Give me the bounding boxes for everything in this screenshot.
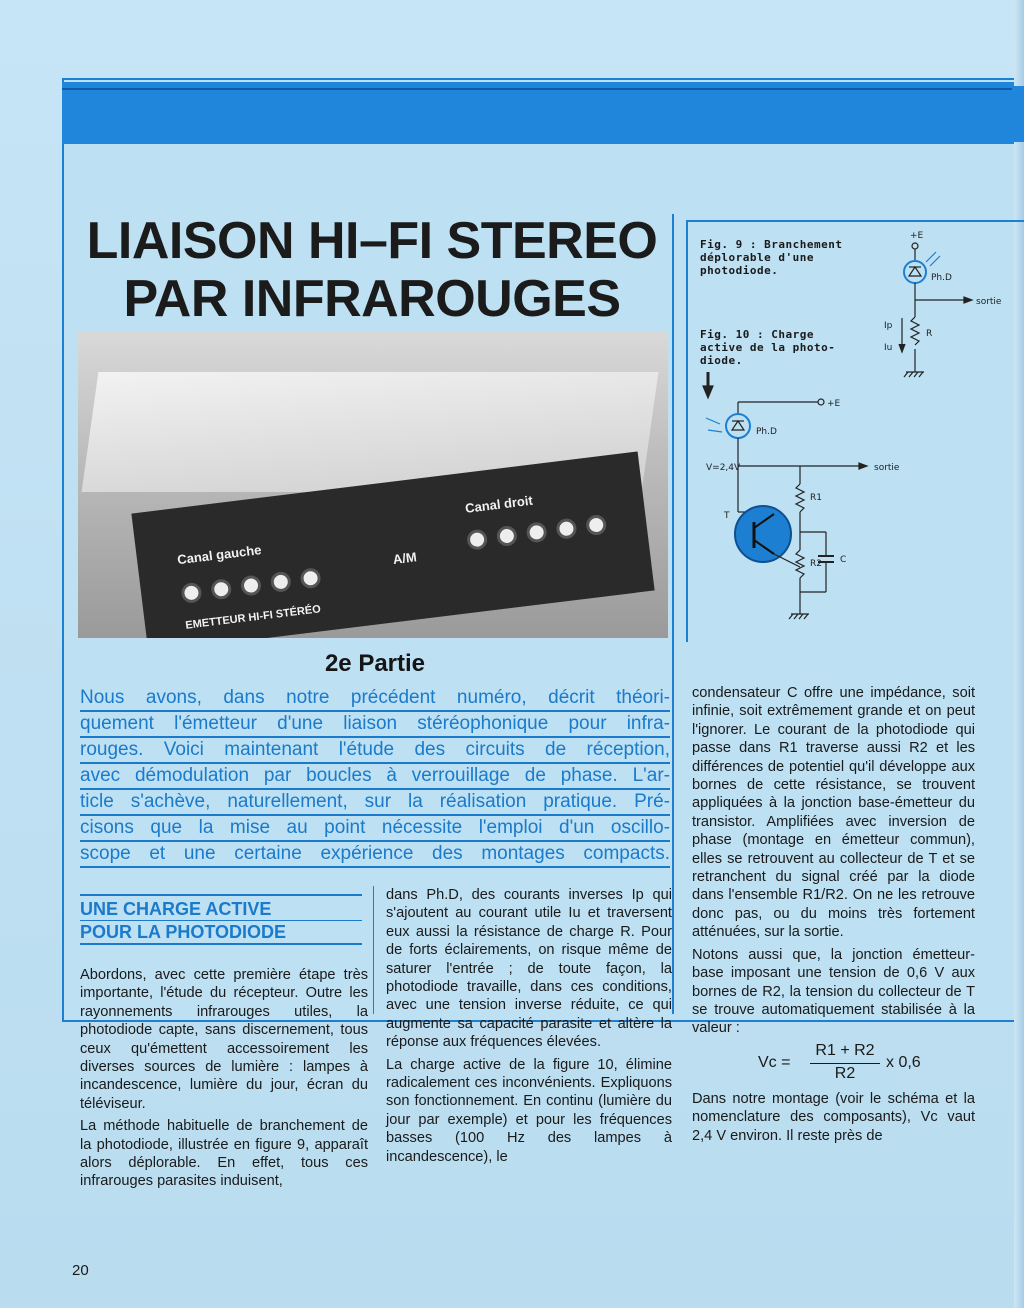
label-am: A/M [392, 549, 418, 568]
formula-denominator: R2 [834, 1064, 856, 1082]
fig10-label-sortie: sortie [874, 463, 900, 473]
paragraph: Notons aussi que, la jonction émetteur-base imposant une tension de 0,6 V aux bornes de R2, la tension du collecteur de T se trouve automatiquement stabilisée à la valeur : [692, 946, 975, 1037]
text-column-3 [692, 684, 975, 1149]
knob [496, 525, 518, 547]
paragraph: condensateur C offre une impédance, soit infinie, soit extrêmement grande et on peut l'ignorer. Le courant de la photodiode qui passe dans R1 traverse aussi R2 et les différences de potentiel qu'il développe aux bornes de cette résistance, se trouvent appliquées à la jonction base-émetteur du transistor. Amplifiées avec inversion de phase (montage en émetteur commun), elles se retrouvent au collecteur de T et se retranchent du signal créé par la diode dans l'ensemble R1/R2. On ne les retrouve donc pas, ou du moins très fortement atténuées, sur la sortie. [692, 685, 975, 941]
fig9-label-phd: Ph.D [931, 273, 952, 283]
fig10-label-r1: R1 [810, 493, 822, 503]
fig9-light-arrows-icon [926, 252, 940, 266]
fig9-resistor-r [911, 317, 919, 345]
page-edge [1014, 0, 1024, 1308]
fig10-label-plus-e: +E [827, 399, 841, 409]
article-title [72, 212, 672, 328]
fig9-output-arrow-icon [964, 297, 972, 303]
fig9-label-sortie: sortie [976, 297, 1002, 307]
intro-line: cisons que la mise au point nécessite l'emploi d'un oscillo- [80, 816, 670, 842]
header-rule [62, 88, 1024, 90]
fig10-label-v: V=2,4V [706, 463, 741, 473]
fig10-diode-symbol [732, 421, 744, 430]
paragraph: La méthode habituelle de branchement de la photodiode, illustrée en figure 9, apparaît alors déplorable. En effet, tous ces infrarouges parasites induisent, [80, 1118, 368, 1190]
fig10-light-arrows-icon [706, 418, 722, 432]
fig9-label-iu: Iu [884, 343, 893, 353]
intro-line: ticle s'achève, naturellement, sur la réalisation pratique. Pré- [80, 790, 670, 816]
formula-rhs: x 0,6 [886, 1053, 921, 1071]
right-knobs [466, 514, 607, 551]
label-canal-droit: Canal droit [464, 492, 534, 516]
paragraph: Dans notre montage (voir le schéma et la nomenclature des composants), Vc vaut 2,4 V environ. Il reste près de [692, 1090, 975, 1144]
intro-line: Nous avons, dans notre précédent numéro, décrit théori- [80, 686, 670, 712]
paragraph: La charge active de la figure 10, élimine radicalement ces inconvénients. Expliquons son fonctionnement. En continu (lumière du jour par exemple) et pour les fréquences basses (100 Hz des lampes à incandescence), le [386, 1056, 672, 1165]
page-number: 20 [72, 1262, 89, 1279]
formula-numerator: R1 + R2 [815, 1041, 875, 1059]
fig9-caption-line: Fig. 9 : Branchement [700, 238, 843, 251]
voltage-formula [692, 1042, 975, 1084]
knob [526, 521, 548, 543]
fig9-caption-line: photodiode. [700, 264, 779, 277]
device-photo [78, 332, 668, 638]
knob [555, 518, 577, 540]
fig9-diode-symbol [909, 267, 921, 276]
part-heading: 2e Partie [324, 650, 426, 677]
knob [585, 514, 607, 536]
paragraph: Abordons, avec cette première étape très importante, l'étude du récepteur. Outre les rayonnements infrarouges utiles, la photodiode capte, sans discernement, tous ceux qu'émettent accessoirement les diverses sources de lumière : lampes à incandescence, lumière du jour, écran du téléviseur. [80, 967, 368, 1112]
paragraph: dans Ph.D, des courants inverses Ip qui s'ajoutent au courant utile Iu et traversent eux aussi la résistance de charge R. Pour de forts éclairements, on risque même de saturer l'entrée ; de toute façon, la photodiode travaille, dans ces conditions, avec une tension inverse réduite, ce qui augmente sa capacité parasite et altère la réponse aux fréquences élevées. [386, 887, 672, 1051]
figures-panel [686, 220, 1024, 642]
formula-fraction-bar [810, 1063, 880, 1064]
section-title-line-1: UNE CHARGE ACTIVE [80, 898, 362, 921]
header-band [62, 82, 1024, 144]
fig10-pointer-head [703, 386, 713, 398]
intro-line: rouges. Voici maintenant l'étude des circuits de réception, [80, 738, 670, 764]
fig9-supply-node [912, 243, 918, 249]
intro-line: quement l'émetteur d'une liaison stéréophonique pour infra- [80, 712, 670, 738]
divider-main [672, 214, 674, 1014]
section-title [80, 894, 362, 945]
fig9-current-arrow-head [899, 344, 905, 352]
intro-line: scope et une certaine expérience des montages compacts. [80, 842, 670, 868]
text-column-2 [386, 886, 672, 1170]
title-line-1: LIAISON HI–FI STEREO [86, 212, 658, 270]
intro-paragraph [80, 686, 670, 868]
label-emetteur: EMETTEUR HI-FI STÉRÉO [184, 603, 322, 632]
left-knobs [180, 567, 321, 604]
text-column-1 [80, 966, 368, 1195]
fig10-supply-node [818, 399, 824, 405]
knob [466, 529, 488, 551]
fig9-label-r: R [926, 329, 933, 339]
section-title-line-2: POUR LA PHOTODIODE [80, 922, 287, 942]
fig10-output-arrow-icon [859, 463, 867, 469]
fig10-caption-line: Fig. 10 : Charge [700, 328, 814, 341]
circuit-diagrams [688, 222, 1024, 642]
fig10-resistor-r1 [796, 484, 804, 512]
fig10-label-phd: Ph.D [756, 427, 777, 437]
title-line-2: PAR INFRAROUGES [123, 270, 621, 328]
fig9-photodiode-icon [904, 261, 926, 283]
fig9-label-ip: Ip [884, 321, 893, 331]
knob [180, 582, 202, 604]
fig10-label-r2: R2 [810, 559, 822, 569]
fig10-wire [774, 554, 800, 567]
fig10-label-c: C [840, 555, 847, 565]
fig9-label-plus-e: +E [910, 231, 924, 241]
label-canal-gauche: Canal gauche [176, 542, 263, 568]
formula-lhs: Vc = [758, 1053, 791, 1071]
knob [240, 574, 262, 596]
fig10-photodiode-icon [726, 414, 750, 438]
fig9-caption-line: déplorable d'une [700, 251, 814, 264]
knob [210, 578, 232, 600]
fig10-ground-hatch [789, 614, 808, 619]
fig10-label-t: T [724, 511, 730, 521]
intro-line: avec démodulation par boucles à verrouillage de phase. L'ar- [80, 764, 670, 790]
divider-col12 [373, 886, 374, 1014]
fig10-transistor-icon [735, 506, 791, 562]
fig10-resistor-r2 [796, 550, 804, 578]
knob [270, 571, 292, 593]
fig10-caption-line: diode. [700, 354, 743, 367]
page-edge-band [1012, 86, 1024, 142]
fig9-ground-hatch [904, 372, 923, 377]
knob [299, 567, 321, 589]
fig10-caption-line: active de la photo- [700, 341, 836, 354]
